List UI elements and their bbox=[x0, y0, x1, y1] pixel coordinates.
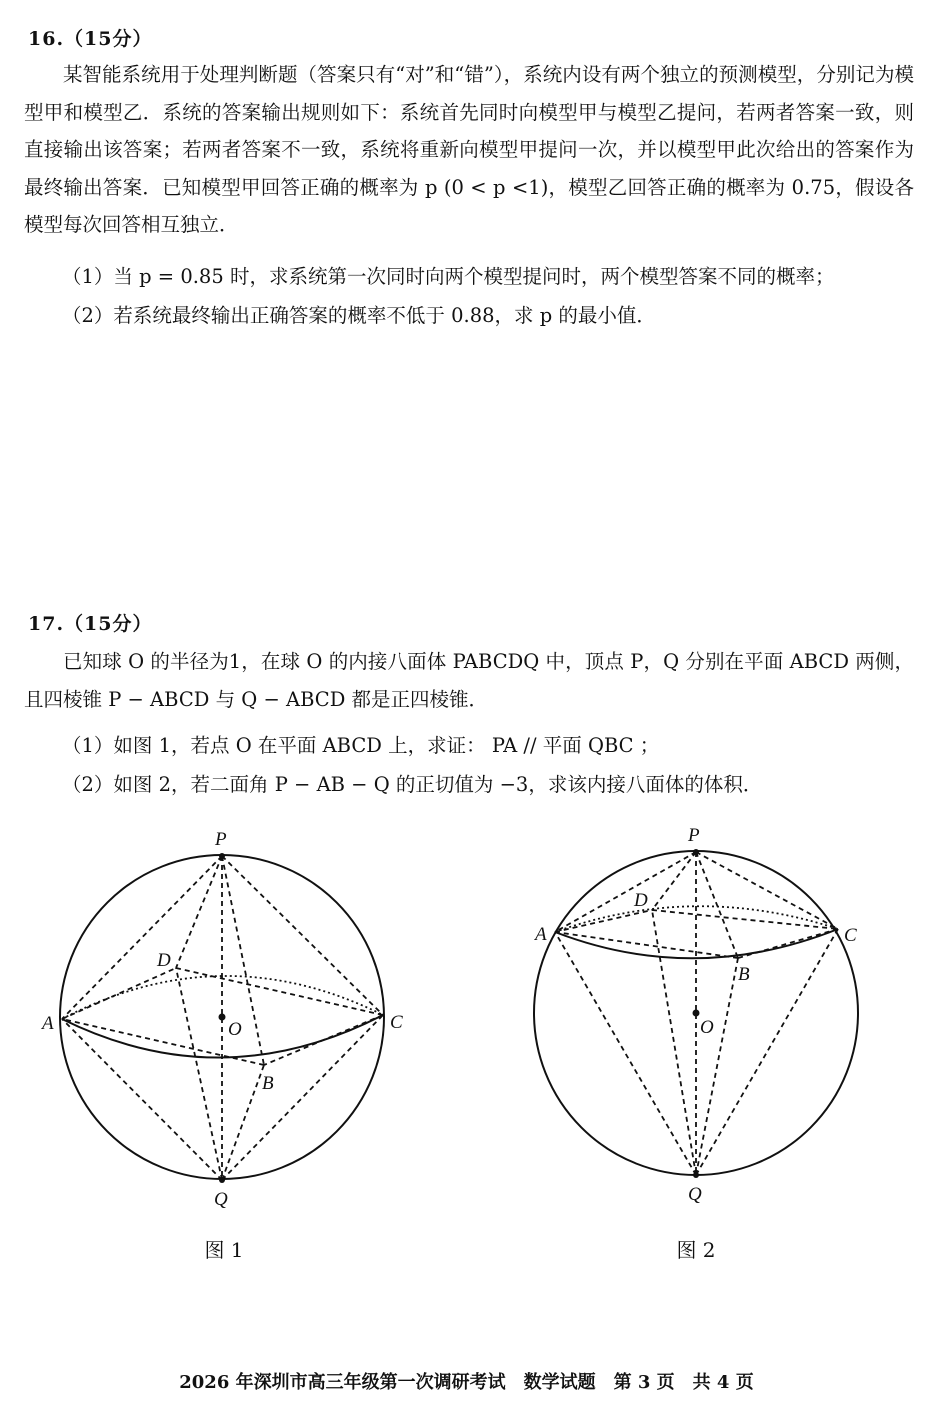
figure-2-label-D: D bbox=[634, 890, 648, 911]
figure-stroke bbox=[62, 968, 176, 1019]
figure-stroke bbox=[219, 1177, 225, 1183]
figure-2-label-O: O bbox=[700, 1017, 714, 1038]
question-16-number: 16.（15分） bbox=[28, 28, 153, 50]
figure-2-caption: 图 2 bbox=[676, 1238, 716, 1262]
page-footer: 2026 年深圳市高三年级第一次调研考试 数学试题 第 3 页 共 4 页 bbox=[179, 1372, 754, 1393]
figure-2-label-B: B bbox=[738, 964, 750, 985]
figure-1-label-D: D bbox=[157, 950, 171, 971]
question-17-part-2: （2）如图 2，若二面角 P − AB − Q 的正切值为 −3，求该内接八面体的体积． bbox=[62, 773, 763, 796]
question-17-number: 17.（15分） bbox=[28, 613, 153, 635]
figure-stroke bbox=[693, 849, 699, 855]
figure-stroke bbox=[62, 1019, 222, 1180]
figure-1-label-C: C bbox=[390, 1012, 403, 1033]
figure-1-label-B: B bbox=[262, 1073, 274, 1094]
figure-stroke bbox=[693, 1010, 700, 1017]
figure-1-label-P: P bbox=[215, 829, 227, 850]
figure-stroke bbox=[62, 856, 222, 1019]
figure-stroke bbox=[696, 852, 738, 958]
question-17-stem: 已知球 O 的半径为1，在球 O 的内接八面体 PABCDQ 中，顶点 P，Q 分别在平面 ABCD 两侧，且四棱锥 P − ABCD 与 Q − ABCD 都是正四棱锥． bbox=[24, 650, 914, 711]
figure-stroke bbox=[222, 1065, 264, 1180]
figure-stroke bbox=[696, 958, 738, 1175]
figure-stroke bbox=[555, 932, 696, 1175]
figure-2-label-P: P bbox=[688, 825, 700, 846]
figure-stroke bbox=[696, 929, 838, 1175]
figure-stroke bbox=[555, 932, 738, 958]
figure-2-label-C: C bbox=[844, 925, 857, 946]
figure-stroke bbox=[219, 1014, 226, 1021]
figure-stroke bbox=[652, 852, 696, 910]
figure-2-label-A: A bbox=[535, 924, 547, 945]
figure-stroke bbox=[176, 968, 222, 1180]
figure-2-label-Q: Q bbox=[688, 1184, 702, 1205]
question-17-part-1: （1）如图 1，若点 O 在平面 ABCD 上，求证： PA // 平面 QBC ； bbox=[62, 734, 660, 757]
figure-1-label-Q: Q bbox=[214, 1189, 228, 1210]
figure-stroke bbox=[222, 1015, 383, 1180]
figure-1-caption: 图 1 bbox=[204, 1238, 244, 1262]
figure-stroke bbox=[219, 853, 225, 859]
figure-1-label-A: A bbox=[42, 1013, 54, 1034]
figure-stroke bbox=[264, 1015, 383, 1065]
question-16-stem: 某智能系统用于处理判断题（答案只有“对”和“错”），系统内设有两个独立的预测模型，分别记为模型甲和模型乙．系统的答案输出规则如下：系统首先同时向模型甲与模型乙提问，若两者答案一致，则直接输出该答案；若两者答案不一致，系统将重新向模型甲提问一次，并以模型甲此次给出的答案作为最终输出答案．已知模型甲回答正确的概率为 p (0 < p <1)，模型乙回答正确的概率为 0.75，假设各模型每次回答相互独立． bbox=[24, 63, 914, 237]
figure-1-label-O: O bbox=[228, 1019, 242, 1040]
question-16-part-1: （1）当 p = 0.85 时，求系统第一次同时向两个模型提问时，两个模型答案不同的概率； bbox=[62, 265, 835, 288]
figure-stroke bbox=[222, 856, 383, 1015]
figure-stroke bbox=[693, 1172, 699, 1178]
figure-stroke bbox=[176, 968, 383, 1015]
figure-stroke bbox=[176, 856, 222, 968]
figure-stroke bbox=[555, 852, 696, 932]
question-16-part-2: （2）若系统最终输出正确答案的概率不低于 0.88，求 p 的最小值． bbox=[62, 304, 656, 327]
